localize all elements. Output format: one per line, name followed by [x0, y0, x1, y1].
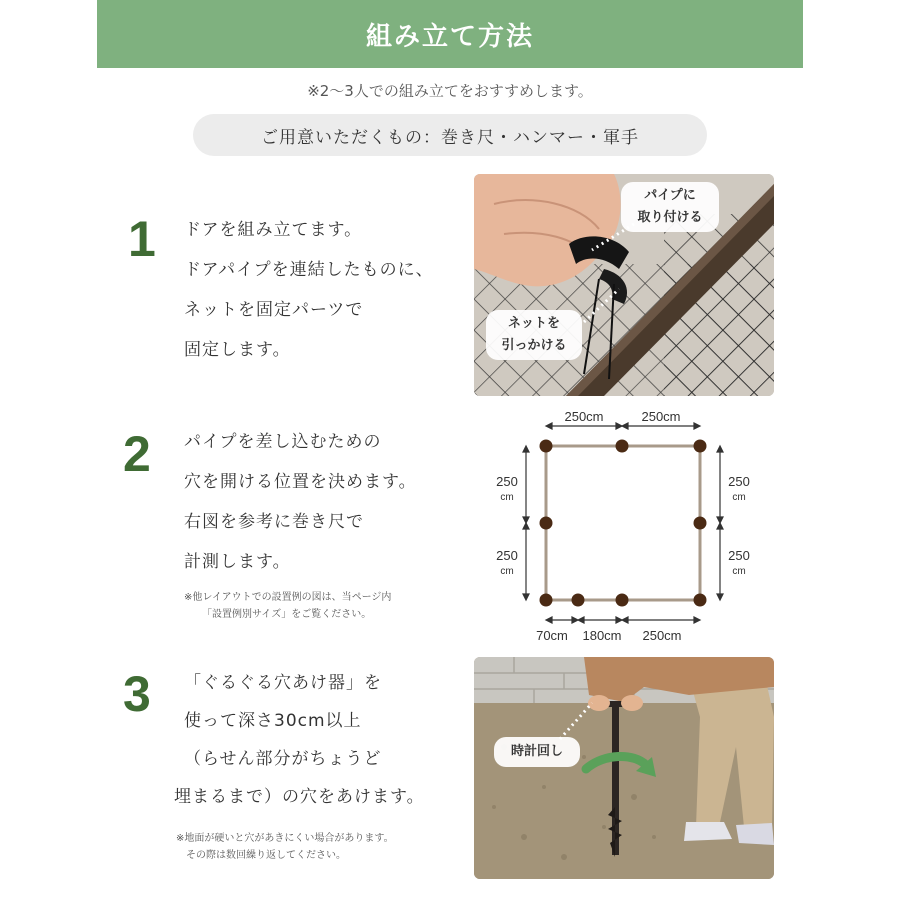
- left-dim-unit: cm: [500, 492, 514, 503]
- post-marker: [616, 594, 629, 607]
- step-1-line: ネットを固定パーツで: [184, 300, 364, 320]
- post-marker: [694, 440, 707, 453]
- step-2-line: 右図を参考に巻き尺で: [184, 512, 364, 532]
- step-3-number: 3: [123, 666, 151, 722]
- post-layout-diagram: [480, 400, 780, 650]
- bubble-line: 引っかける: [501, 338, 567, 353]
- step-1-text: [184, 210, 434, 370]
- note-line: ※地面が硬いと穴があきにくい場合があります。: [176, 833, 394, 844]
- attach-pipe-bubble: [621, 182, 719, 232]
- post-marker: [540, 517, 553, 530]
- right-dim-unit: cm: [732, 492, 746, 503]
- step-1-photo: [474, 174, 774, 396]
- items-needed-text: ご用意いただくもの：巻き尺・ハンマー・軍手: [261, 127, 639, 148]
- right-dim-value: 250: [728, 474, 750, 489]
- page-title: 組み立て方法: [365, 21, 534, 52]
- post-marker: [572, 594, 585, 607]
- step-2-note: [184, 589, 391, 623]
- bubble-line: 取り付ける: [637, 210, 703, 225]
- post-marker: [540, 594, 553, 607]
- step-3-line: （らせん部分がちょうど: [184, 749, 382, 769]
- note-line: ※他レイアウトでの設置例の図は、当ページ内: [184, 592, 392, 603]
- layout-svg: [480, 400, 780, 650]
- right-dim-value: 250: [728, 548, 750, 563]
- note-line: 「設置例別サイズ」をご覧ください。: [202, 609, 372, 620]
- post-marker: [540, 440, 553, 453]
- step-3-line: 「ぐるぐる穴あけ器」を: [184, 673, 382, 693]
- step-3-note: [176, 830, 394, 864]
- bottom-dim-label: 250cm: [642, 628, 682, 643]
- bubble-line: ネットを: [507, 316, 560, 331]
- bottom-dim-label: 70cm: [536, 628, 568, 643]
- step-2-line: 穴を開ける位置を決めます。: [184, 472, 417, 492]
- step-3-photo: [474, 657, 774, 879]
- step-1-line: 固定します。: [184, 340, 291, 360]
- bottom-dim-label: 180cm: [582, 628, 622, 643]
- post-marker: [694, 517, 707, 530]
- step-1-number: 1: [128, 211, 156, 267]
- step-3-line: 使って深さ30cm以上: [184, 711, 362, 731]
- step-2-number: 2: [123, 426, 151, 482]
- step-2-line: 計測します。: [184, 552, 291, 572]
- left-dim-value: 250: [496, 548, 518, 563]
- post-marker: [616, 440, 629, 453]
- hook-net-bubble: [486, 310, 582, 360]
- clockwise-bubble: 時計回し: [494, 737, 580, 767]
- step-3-text: [174, 664, 425, 816]
- step-1-line: ドアパイプを連結したものに、: [184, 260, 434, 280]
- step-3-line: 埋まるまで）の穴をあけます。: [174, 787, 425, 807]
- step-2-line: パイプを差し込むための: [184, 432, 382, 452]
- post-marker: [694, 594, 707, 607]
- note-line: その際は数回繰り返してください。: [186, 850, 346, 861]
- auger-photo-illustration: [474, 657, 774, 879]
- left-dim-unit: cm: [500, 566, 514, 577]
- team-note: ※2〜3人での組み立てをおすすめします。: [307, 82, 593, 100]
- items-needed-box: [193, 114, 707, 156]
- left-dim-value: 250: [496, 474, 518, 489]
- right-dim-unit: cm: [732, 566, 746, 577]
- step-2-text: [184, 422, 417, 582]
- bubble-line: パイプに: [644, 188, 696, 203]
- top-dim-label: 250cm: [641, 409, 681, 424]
- section-header: [97, 0, 803, 68]
- step-1-line: ドアを組み立てます。: [184, 220, 363, 240]
- top-dim-label: 250cm: [564, 409, 604, 424]
